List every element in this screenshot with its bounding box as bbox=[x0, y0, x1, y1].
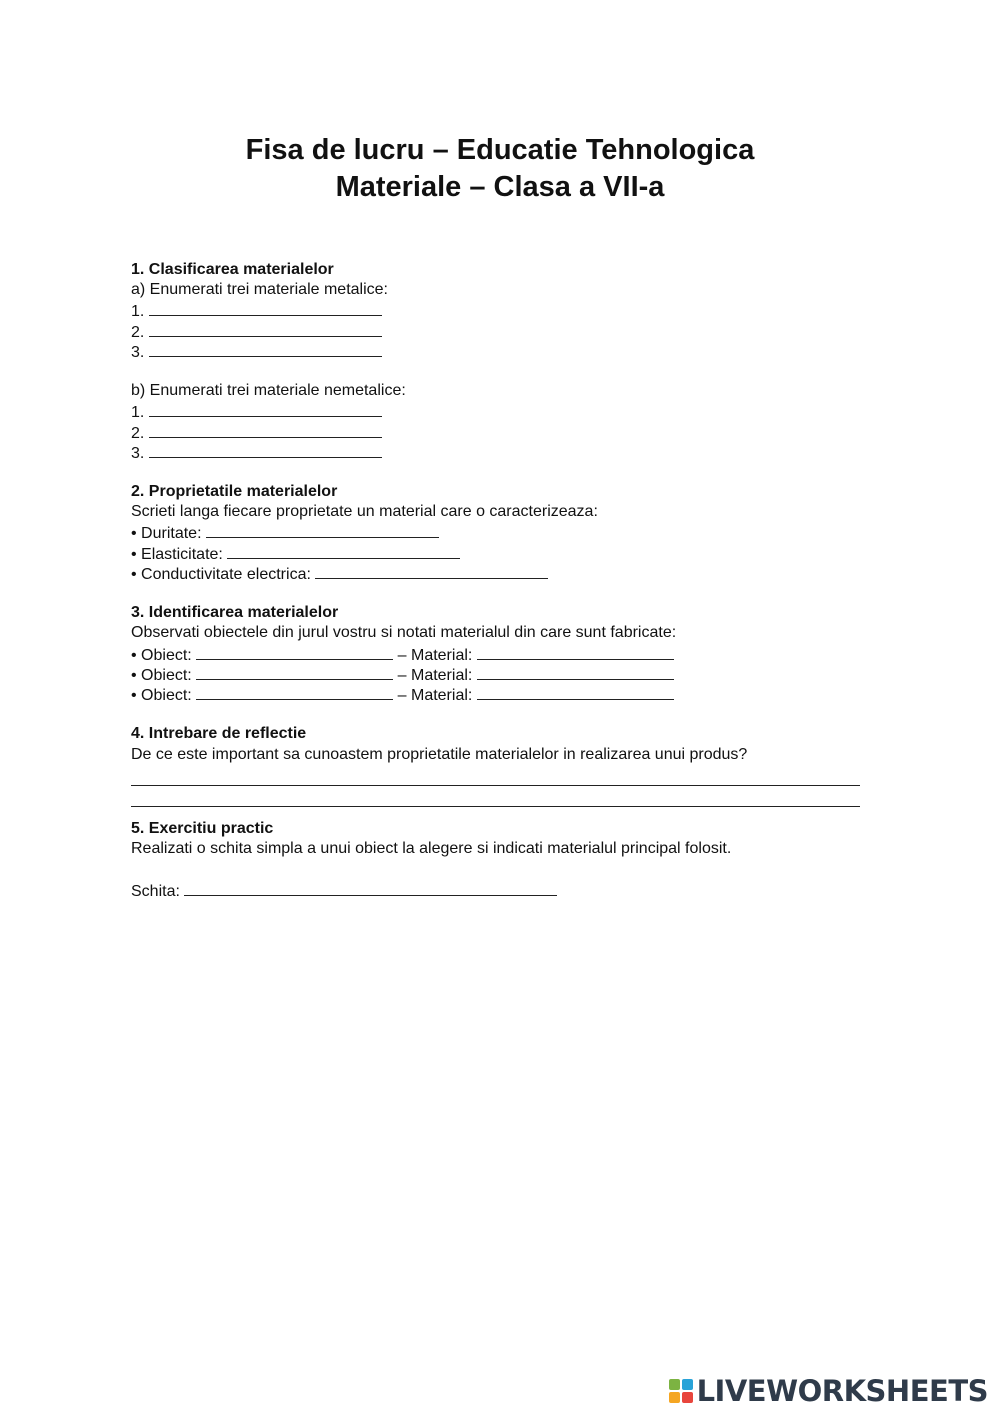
answer-row bbox=[131, 442, 871, 462]
item-number: 2. bbox=[131, 424, 145, 442]
logo-tile-icon bbox=[669, 1379, 680, 1390]
section2-heading: 2. Proprietatile materialelor bbox=[131, 483, 338, 501]
material-blank[interactable] bbox=[477, 644, 674, 660]
answer-blank[interactable] bbox=[149, 422, 382, 438]
logo-tile-icon bbox=[682, 1379, 693, 1390]
logo-tile-icon bbox=[669, 1392, 680, 1403]
item-number: 2. bbox=[131, 323, 145, 341]
material-label: – Material: bbox=[397, 666, 473, 684]
section4-heading: 4. Intrebare de reflectie bbox=[131, 725, 307, 743]
answer-blank[interactable] bbox=[206, 522, 439, 538]
answer-blank[interactable] bbox=[149, 401, 382, 417]
property-row bbox=[131, 543, 871, 563]
answer-blank[interactable] bbox=[315, 563, 548, 579]
answer-blank[interactable] bbox=[149, 321, 382, 337]
sketch-blank[interactable] bbox=[184, 880, 557, 896]
section3-prompt: Observati obiectele din jurul vostru si notati materialul din care sunt fabricate: bbox=[131, 624, 677, 642]
answer-row bbox=[131, 321, 871, 341]
item-number: 1. bbox=[131, 404, 145, 422]
property-row bbox=[131, 522, 871, 542]
object-material-row bbox=[131, 684, 871, 704]
object-blank[interactable] bbox=[196, 684, 393, 700]
material-blank[interactable] bbox=[477, 664, 674, 680]
section5-prompt: Realizati o schita simpla a unui obiect la alegere si indicati materialul principal folosit. bbox=[131, 840, 732, 858]
material-label: – Material: bbox=[397, 646, 473, 664]
section5-heading: 5. Exercitiu practic bbox=[131, 820, 274, 838]
answer-blank[interactable] bbox=[227, 543, 460, 559]
section1-heading: 1. Clasificarea materialelor bbox=[131, 261, 334, 278]
property-label: • Conductivitate electrica: bbox=[131, 565, 311, 583]
sketch-label: Schita: bbox=[131, 882, 180, 900]
reflection-answer-line[interactable] bbox=[131, 765, 860, 786]
object-label: • Obiect: bbox=[131, 666, 192, 684]
section4-prompt: De ce este important sa cunoastem proprietatile materialelor in realizarea unui produs? bbox=[131, 745, 748, 763]
worksheet-title: Fisa de lucru – Educatie Tehnologica bbox=[245, 134, 755, 166]
answer-row bbox=[131, 422, 871, 442]
answer-row bbox=[131, 341, 871, 361]
answer-blank[interactable] bbox=[149, 341, 382, 357]
worksheet-body bbox=[131, 260, 871, 900]
section1b-prompt: b) Enumerati trei materiale nemetalice: bbox=[131, 382, 406, 400]
object-label: • Obiect: bbox=[131, 646, 192, 664]
reflection-answer-line[interactable] bbox=[131, 786, 860, 807]
liveworksheets-logo bbox=[669, 1376, 988, 1406]
answer-blank[interactable] bbox=[149, 300, 382, 316]
property-label: • Duritate: bbox=[131, 525, 202, 543]
item-number: 3. bbox=[131, 343, 145, 361]
item-number: 3. bbox=[131, 444, 145, 462]
answer-row bbox=[131, 300, 871, 320]
section1a-prompt: a) Enumerati trei materiale metalice: bbox=[131, 281, 388, 299]
object-label: • Obiect: bbox=[131, 686, 192, 704]
object-material-row bbox=[131, 664, 871, 684]
sketch-row bbox=[131, 880, 871, 900]
section2-prompt: Scrieti langa fiecare proprietate un material care o caracterizeaza: bbox=[131, 503, 598, 521]
brand-name: LIVEWORKSHEETS bbox=[696, 1374, 988, 1408]
logo-mark-icon bbox=[669, 1379, 693, 1403]
section3-heading: 3. Identificarea materialelor bbox=[131, 604, 339, 622]
worksheet-subtitle: Materiale – Clasa a VII-a bbox=[335, 171, 665, 203]
object-blank[interactable] bbox=[196, 664, 393, 680]
object-blank[interactable] bbox=[196, 644, 393, 660]
answer-blank[interactable] bbox=[149, 442, 382, 458]
answer-row bbox=[131, 401, 871, 421]
material-blank[interactable] bbox=[477, 684, 674, 700]
item-number: 1. bbox=[131, 303, 145, 321]
logo-tile-icon bbox=[682, 1392, 693, 1403]
material-label: – Material: bbox=[397, 686, 473, 704]
property-label: • Elasticitate: bbox=[131, 545, 223, 563]
property-row bbox=[131, 563, 871, 583]
object-material-row bbox=[131, 644, 871, 664]
